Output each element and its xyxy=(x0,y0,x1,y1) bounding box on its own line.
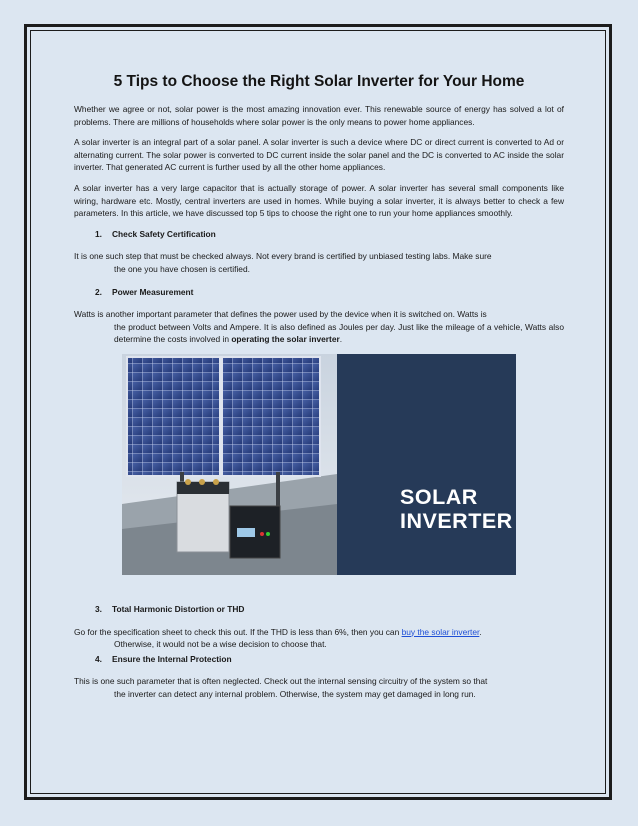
inverter-display xyxy=(237,528,255,537)
tip-3-title: Total Harmonic Distortion or THD xyxy=(112,603,245,614)
tip-4-body xyxy=(74,675,564,700)
tip-3-number: 3. xyxy=(95,603,102,614)
tip-2-body-first: Watts is another important parameter that defines the power used by the device when it is switched on. Watts is xyxy=(74,309,487,320)
tip-4-title: Ensure the Internal Protection xyxy=(112,653,232,664)
tip-4-body-rest: the inverter can detect any internal problem. Otherwise, the system may get damaged in long run. xyxy=(114,688,476,699)
tip-2-rest-bold: operating the solar inverter xyxy=(231,334,340,345)
image-caption-line-1: SOLAR xyxy=(400,484,478,509)
tip-4-number: 4. xyxy=(95,653,102,664)
intro-paragraph-1: Whether we agree or not, solar power is the most amazing innovation ever. This renewable source of energy has solved a lot of problems. There are millions of households where solar power is the only means to power home appliances. xyxy=(74,104,564,127)
tip-3-body-first xyxy=(74,627,482,637)
tip-1-heading xyxy=(74,228,564,241)
tip-3-heading xyxy=(74,603,564,616)
tip-2-body-rest xyxy=(74,321,564,346)
tip-1-body-first: It is one such step that must be checked always. Not every brand is certified by unbiased testing labs. Make sure xyxy=(74,251,492,262)
solar-scene-illustration xyxy=(122,354,516,575)
solar-inverter-image xyxy=(122,354,516,575)
tip-2-body xyxy=(74,308,564,346)
article-title: 5 Tips to Choose the Right Solar Inverter for Your Home xyxy=(113,73,525,90)
tip-1-title: Check Safety Certification xyxy=(112,228,216,239)
tip-1-body xyxy=(74,250,564,275)
intro-paragraph-3: A solar inverter has a very large capacitor that is actually storage of power. A solar inverter has several small components like wiring, hardware etc. Mostly, central inverters are used in homes. While buying a solar inverter, it is always better to check a few parameters. In this article, we have discussed top 5 tips to choose the right one to run your home appliances smoothly. xyxy=(74,182,564,219)
image-caption-line-2: INVERTER xyxy=(400,508,513,533)
tip-3-body xyxy=(74,626,564,651)
tip-3-first-text: Go for the specification sheet to check this out. If the THD is less than 6%, then you can xyxy=(74,626,402,637)
tip-2-rest-text: the product between Volts and Ampere. It is also defined as Joules per day. Just like the mileage of a vehicle, Watts also determine the costs involved in xyxy=(114,321,564,345)
tip-2-heading xyxy=(74,286,564,299)
tip-2-number: 2. xyxy=(95,286,102,297)
tip-3-first-end: . xyxy=(479,626,482,637)
tip-1-number: 1. xyxy=(95,228,102,239)
tip-1-body-rest: the one you have chosen is certified. xyxy=(114,263,250,274)
buy-solar-inverter-link[interactable]: buy the solar inverter xyxy=(401,626,480,637)
tip-2-rest-end: . xyxy=(339,334,343,345)
tip-4-body-first: This is one such parameter that is often neglected. Check out the internal sensing circuitry of the system so that xyxy=(74,676,488,687)
image-caption xyxy=(400,485,513,533)
solar-panel-left xyxy=(127,357,220,476)
solar-panel-right xyxy=(222,357,320,476)
article xyxy=(74,73,564,708)
tip-2-title: Power Measurement xyxy=(112,286,194,297)
tip-3-body-rest: Otherwise, it would not be a wise decision to choose that. xyxy=(114,639,327,650)
banner-panel xyxy=(337,354,516,575)
intro-paragraph-2: A solar inverter is an integral part of a solar panel. A solar inverter is such a device where DC or direct current is converted to Ad or alternating current. The solar power is converted to DC current inside the solar panel and the DC is converted to AC inside the solar inverter. That generated AC current is further used by all the other home appliances. xyxy=(74,137,564,173)
tip-4-heading xyxy=(74,653,564,666)
